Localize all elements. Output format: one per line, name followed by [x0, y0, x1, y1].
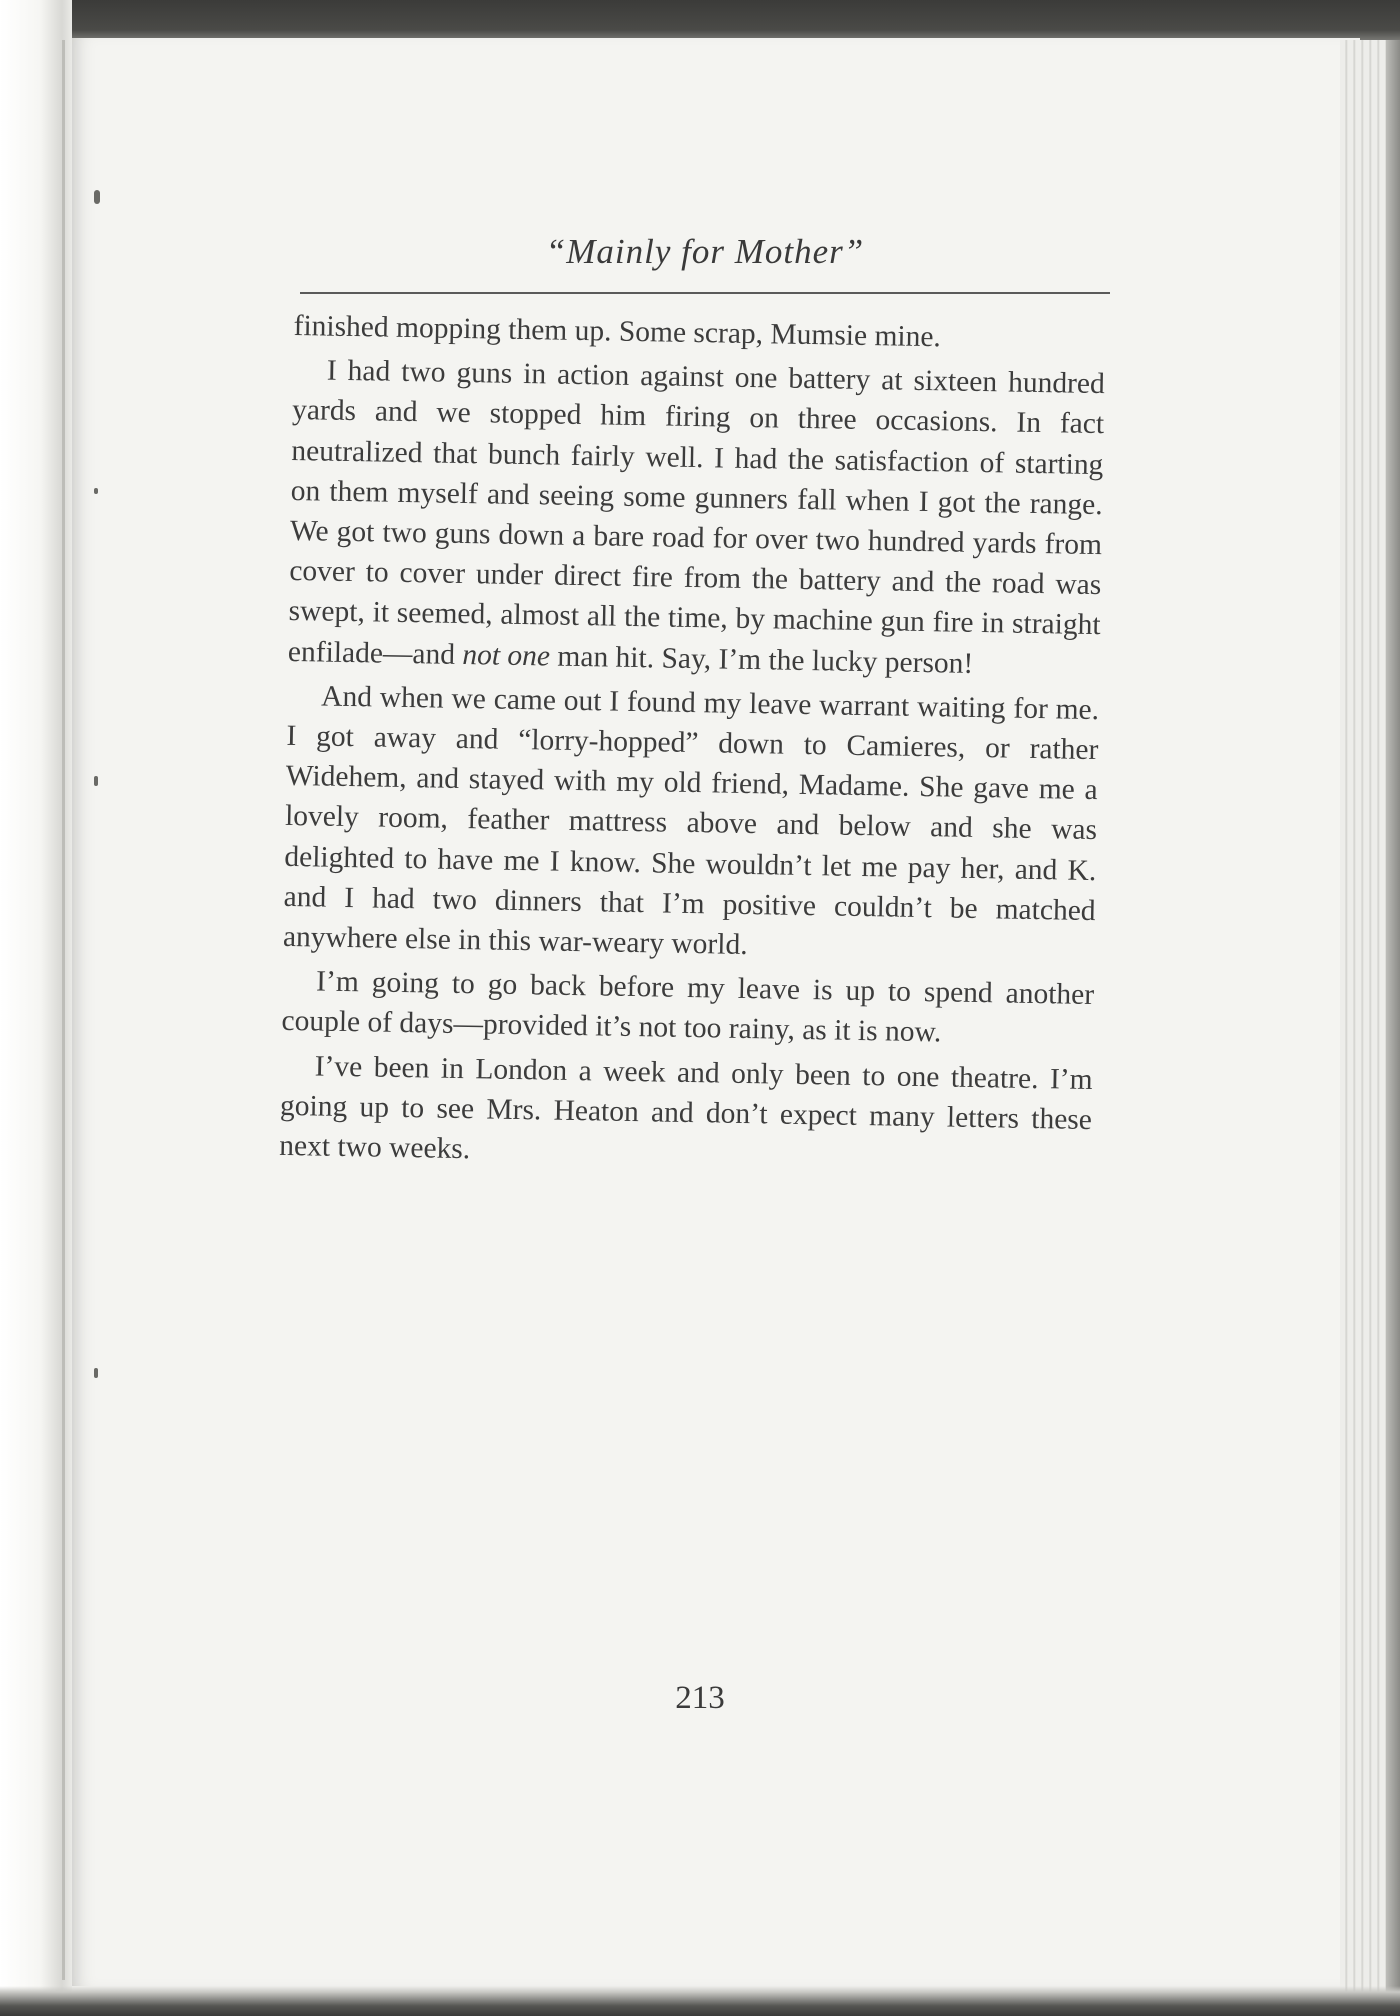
paragraph: And when we came out I found my leave warrant waiting for me. I got away and “lorry-hopped” down to Camieres, or rather Widehem, and stayed with my old friend, Madame. She gave me a lovely room, feather mattress above and below and she was delighted to have me I know. She wouldn’t let me pay her, and K. and I had two dinners that I’m positive couldn’t be matched anywhere else in this war-weary world.: [282, 680, 1100, 962]
spine-line: [62, 40, 65, 1980]
right-cover-edge: [1386, 40, 1400, 2016]
header-rule: [300, 292, 1110, 294]
paragraph-text: I had two guns in action against one battery at sixteen hundred yards and we stopped him firing on three occasions. In fact neutralized that bunch fairly well. I had the satisfaction of starting on them myself and seeing some gunners fall when I got the range. We got two guns down a bare road for over two hundred yards from cover to cover under direct fire from the battery and the road was swept, it seemed, almost all the time, by machine gun fire in straight enfilade—and: [287, 354, 1106, 671]
binding-mark: [94, 776, 98, 786]
paragraph: [288, 350, 1105, 686]
paragraph: I’ve been in London a week and only been to one theatre. I’m going up to see Mrs. Heaton and don’t expect many letters these next two weeks.: [279, 1050, 1093, 1166]
page-number: 213: [675, 1680, 725, 1716]
paragraph-text: man hit. Say, I’m the lucky person!: [549, 640, 974, 680]
paragraph: I’m going to go back before my leave is up to spend another couple of days—provided it’s not too rainy, as it is now.: [281, 965, 1095, 1049]
emphasis-text: not one: [462, 638, 551, 673]
paragraph: finished mopping them up. Some scrap, Mumsie mine.: [293, 309, 942, 354]
running-head: “Mainly for Mother”: [545, 232, 865, 271]
bottom-edge: [0, 1986, 1400, 2016]
body-text: [279, 306, 1106, 1184]
binding-mark: [94, 488, 98, 494]
binding-mark: [94, 190, 100, 204]
binding-mark: [94, 1368, 98, 1378]
